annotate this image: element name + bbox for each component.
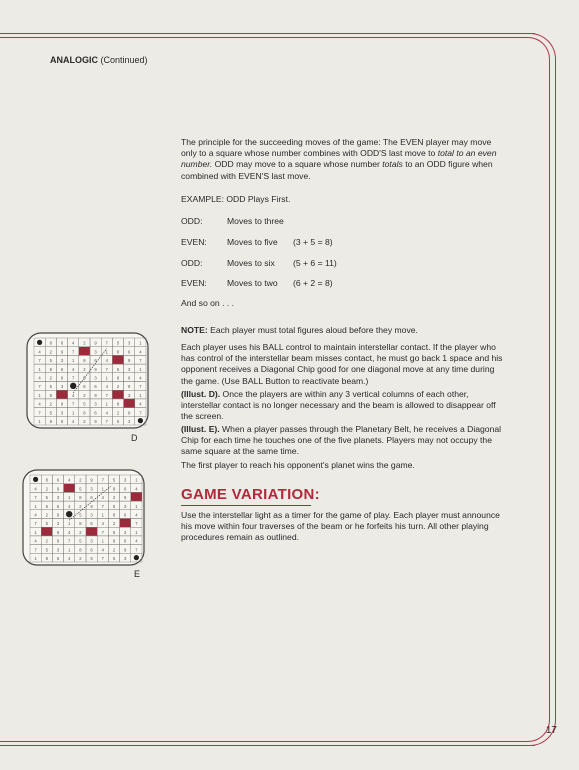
cell-number: 9 (56, 538, 60, 544)
cell-number: 2 (45, 486, 48, 492)
section-header (50, 55, 148, 65)
cell-number: 4 (68, 529, 71, 535)
cell-number: 8 (49, 366, 52, 372)
cell-number: 8 (79, 495, 82, 501)
cell-number: 8 (45, 503, 48, 509)
cell-number: 8 (112, 486, 116, 492)
cell-number: 6 (128, 375, 131, 381)
intro-emphasis-1: total to an even number. (181, 148, 497, 170)
cell-number: 8 (79, 521, 82, 527)
cell-number: 7 (105, 392, 108, 398)
cell-number: 7 (72, 349, 75, 355)
cell-number: 3 (94, 349, 97, 355)
cell-number: 3 (60, 384, 64, 390)
frame-bottom-line (0, 745, 535, 746)
intro-text-2: ODD may move to a square whose number (212, 159, 383, 170)
cell-number: 1 (101, 486, 104, 492)
note-text: Each player must total figures aloud before they move. (207, 325, 418, 335)
cell-number: 7 (139, 358, 142, 364)
cell-number: 2 (112, 547, 116, 553)
variation-heading (181, 486, 320, 503)
cell-number: 7 (72, 401, 75, 407)
cell-number: 2 (79, 556, 82, 561)
and-so-on: And so on . . . (181, 298, 235, 308)
cell-number: 5 (112, 503, 116, 509)
cell-number: 4 (38, 401, 41, 407)
cell-number: 2 (49, 349, 52, 355)
cell-number: 5 (116, 366, 120, 372)
cell-number: 7 (34, 495, 37, 501)
cell-number: 2 (45, 512, 48, 518)
illust-e-text: When a player passes through the Planetary Belt, he receives a Diagonal Chip for each time he touches one of the five planets. Players may not occupy the same square at the same time. (181, 424, 502, 457)
cell-number: 3 (60, 358, 64, 364)
cell-number: 1 (105, 349, 108, 355)
ball-icon (66, 511, 72, 517)
cell-number: 4 (139, 401, 142, 407)
cell-number: 1 (38, 419, 41, 424)
move-player: EVEN: (181, 278, 207, 288)
frame-top-line (0, 33, 535, 34)
cell-number: 2 (83, 340, 86, 346)
cell-number: 3 (90, 486, 93, 492)
cell-number: 4 (135, 486, 138, 492)
board-cell (64, 484, 75, 493)
intro-emphasis-2: totals (382, 159, 403, 170)
cell-number: 1 (139, 340, 142, 346)
cell-number: 4 (38, 375, 41, 381)
cell-number: 4 (72, 419, 75, 424)
cell-number: 6 (60, 419, 64, 424)
cell-number: 6 (60, 340, 64, 346)
cell-number: 1 (34, 556, 37, 561)
cell-number: 7 (139, 410, 142, 416)
cell-number: 7 (101, 529, 104, 535)
example-title: EXAMPLE: ODD Plays First. (181, 194, 291, 204)
cell-number: 1 (101, 538, 104, 544)
cell-number: 4 (139, 349, 142, 355)
cell-number: 2 (116, 384, 120, 390)
cell-number: 6 (94, 358, 97, 364)
frame-right-line (555, 70, 556, 710)
ball-icon (70, 383, 76, 389)
cell-number: 1 (72, 410, 75, 416)
cell-number: 5 (112, 477, 116, 483)
variation-heading-underline (181, 505, 311, 506)
board-cell (112, 390, 123, 399)
cell-number: 6 (90, 495, 93, 501)
planet-icon (138, 418, 143, 423)
cell-number: 2 (116, 410, 120, 416)
board-cell (79, 347, 90, 356)
cell-number: 4 (101, 547, 104, 553)
cell-number: 7 (68, 538, 71, 544)
cell-number: 2 (49, 375, 52, 381)
cell-number: 1 (101, 512, 104, 518)
page-number: 17 (545, 725, 557, 736)
cell-number: 9 (124, 547, 127, 553)
cell-number: 3 (128, 419, 131, 424)
cell-number: 6 (94, 410, 97, 416)
cell-number: 4 (68, 503, 71, 509)
cell-number: 6 (90, 547, 93, 553)
cell-number: 3 (56, 547, 60, 553)
cell-number: 5 (79, 538, 82, 544)
cell-number: 4 (101, 495, 104, 501)
cell-number: 4 (135, 512, 138, 518)
board-cell (112, 355, 123, 364)
cell-number: 4 (105, 358, 108, 364)
cell-number: 9 (128, 358, 131, 364)
cell-number: 3 (56, 521, 60, 527)
cell-number: 2 (49, 401, 52, 407)
cell-number: 3 (128, 340, 131, 346)
cell-number: 3 (124, 477, 127, 483)
cell-number: 2 (79, 503, 82, 509)
move-description: Moves to five (227, 237, 278, 247)
cell-number: 6 (56, 503, 60, 509)
cell-number: 7 (135, 547, 138, 553)
cell-number: 5 (49, 358, 52, 364)
cell-number: 1 (38, 366, 41, 372)
cell-number: 3 (94, 401, 97, 407)
cell-number: 2 (112, 495, 116, 501)
section-title-suffix: (Continued) (98, 55, 148, 65)
cell-number: 1 (135, 477, 138, 483)
cell-number: 6 (124, 538, 127, 544)
cell-number: 1 (34, 529, 37, 535)
cell-number: 8 (112, 512, 116, 518)
cell-number: 1 (105, 375, 108, 381)
board-cell (131, 492, 142, 501)
cell-number: 8 (116, 349, 120, 355)
move-calculation: (3 + 5 = 8) (293, 237, 333, 247)
cell-number: 3 (124, 556, 127, 561)
illust-e-label: (Illust. E). (181, 424, 220, 434)
cell-number: 9 (90, 503, 93, 509)
cell-number: 4 (38, 349, 41, 355)
cell-number: 4 (72, 340, 75, 346)
note-paragraph (181, 325, 503, 336)
cell-number: 2 (83, 392, 86, 398)
cell-number: 3 (128, 392, 131, 398)
board-cell (124, 399, 135, 408)
cell-number: 3 (90, 512, 93, 518)
cell-number: 7 (135, 521, 138, 527)
frame-top-line-inner (0, 37, 527, 38)
cell-number: 1 (38, 392, 41, 398)
frame-right-line-inner (549, 72, 550, 712)
move-description: Moves to two (227, 278, 278, 288)
cell-number: 1 (139, 392, 142, 398)
cell-number: 5 (79, 486, 82, 492)
cell-number: 9 (94, 419, 97, 424)
cell-number: 3 (60, 410, 64, 416)
cell-number: 9 (56, 512, 60, 518)
variation-heading-text: GAME VARIATION: (181, 486, 320, 503)
cell-number: 6 (124, 512, 127, 518)
cell-number: 4 (68, 556, 71, 561)
cell-number: 2 (79, 477, 82, 483)
cell-number: 5 (79, 512, 82, 518)
cell-number: 8 (79, 547, 82, 553)
cell-number: 5 (45, 521, 48, 527)
cell-number: 3 (128, 366, 131, 372)
cell-number: 1 (139, 366, 142, 372)
cell-number: 6 (60, 366, 64, 372)
cell-number: 4 (105, 384, 108, 390)
cell-number: 1 (68, 495, 71, 501)
game-screen-illustration-e (22, 469, 145, 566)
cell-number: 7 (101, 503, 104, 509)
cell-number: 3 (90, 538, 93, 544)
cell-number: 7 (38, 358, 41, 364)
cell-number: 3 (124, 529, 127, 535)
cell-number: 7 (139, 384, 142, 390)
move-calculation: (6 + 2 = 8) (293, 278, 333, 288)
cell-number: 9 (94, 340, 97, 346)
cell-number: 9 (94, 366, 97, 372)
variation-paragraph: Use the interstellar light as a timer for the game of play. Each player must announce his move within four traverses of the beam or he forfeits his turn. All other playing procedures remain as outlined. (181, 510, 500, 543)
cell-number: 1 (34, 503, 37, 509)
cell-number: 8 (45, 477, 48, 483)
cell-number: 2 (79, 529, 82, 535)
cell-number: 9 (60, 349, 64, 355)
cell-number: 4 (101, 521, 104, 527)
move-description: Moves to three (227, 216, 284, 226)
cell-number: 5 (83, 401, 86, 407)
section-title: ANALOGIC (50, 55, 98, 65)
cell-number: 8 (112, 538, 116, 544)
cell-number: 5 (49, 384, 52, 390)
cell-number: 7 (38, 410, 41, 416)
move-description: Moves to six (227, 258, 275, 268)
cell-number: 3 (94, 375, 97, 381)
cell-number: 9 (128, 410, 131, 416)
board-cell (120, 519, 131, 528)
cell-number: 2 (83, 419, 86, 424)
illust-d-text: Once the players are within any 3 vertical columns of each other, interstellar contact is no longer necessary and the beam is allowed to disappear off the screen. (181, 389, 496, 422)
board-cell (41, 527, 52, 536)
cell-number: 6 (124, 486, 127, 492)
frame-bottom-line-inner (0, 741, 527, 742)
cell-number: 1 (68, 547, 71, 553)
cell-number: 7 (34, 547, 37, 553)
illustration-caption-e: E (134, 569, 141, 579)
board-cell (86, 527, 97, 536)
cell-number: 7 (105, 366, 108, 372)
cell-number: 8 (116, 375, 120, 381)
cell-number: 9 (128, 384, 131, 390)
move-calculation: (5 + 6 = 11) (293, 258, 337, 268)
cell-number: 4 (34, 486, 37, 492)
cell-number: 8 (49, 340, 52, 346)
cell-number: 7 (72, 375, 75, 381)
cell-number: 5 (112, 529, 116, 535)
cell-number: 5 (116, 340, 120, 346)
ball-paragraph: Each player uses his BALL control to maintain interstellar contact. If the player who has control of the interstellar beam misses contact, he must go back 1 space and his opponent receives a Diagonal Chip good for one diagonal move at any time during the game. (Use BALL Button to reactivate beam.) (181, 342, 503, 386)
cell-number: 6 (56, 556, 60, 561)
cell-number: 8 (83, 358, 86, 364)
cell-number: 5 (45, 547, 48, 553)
winner-paragraph: The first player to reach his opponent's planet wins the game. (181, 460, 415, 470)
illust-d-label: (Illust. D). (181, 389, 221, 399)
move-player: ODD: (181, 216, 203, 226)
intro-text-3: to an ODD figure when combined with EVEN'S last move. (181, 159, 493, 181)
board-cell (56, 390, 67, 399)
cell-number: 7 (101, 477, 104, 483)
cell-number: 7 (34, 521, 37, 527)
cell-number: 7 (105, 340, 108, 346)
cell-number: 6 (128, 349, 131, 355)
illust-d-paragraph (181, 389, 503, 423)
intro-text-1: The principle for the succeeding moves of the game: The EVEN player may move only to a square whose number combines with ODD'S last move to (181, 137, 492, 159)
cell-number: 4 (139, 375, 142, 381)
planet-icon (134, 555, 139, 560)
move-player: EVEN: (181, 237, 207, 247)
cell-number: 4 (105, 410, 108, 416)
cell-number: 9 (90, 556, 93, 561)
cell-number: 6 (94, 384, 97, 390)
cell-number: 7 (38, 384, 41, 390)
cell-number: 2 (45, 538, 48, 544)
cell-number: 5 (45, 495, 48, 501)
cell-number: 6 (90, 521, 93, 527)
move-player: ODD: (181, 258, 203, 268)
cell-number: 1 (72, 358, 75, 364)
cell-number: 9 (60, 401, 64, 407)
cell-number: 1 (105, 401, 108, 407)
cell-number: 8 (49, 419, 52, 424)
cell-number: 1 (135, 529, 138, 535)
cell-number: 4 (34, 538, 37, 544)
cell-number: 7 (105, 419, 108, 424)
planet-icon (33, 477, 38, 482)
cell-number: 8 (116, 401, 120, 407)
cell-number: 4 (34, 512, 37, 518)
cell-number: 6 (56, 477, 60, 483)
game-screen-illustration-d (26, 332, 149, 429)
note-label: NOTE: (181, 325, 208, 335)
cell-number: 2 (83, 366, 86, 372)
cell-number: 7 (101, 556, 104, 561)
cell-number: 2 (112, 521, 116, 527)
cell-number: 3 (124, 503, 127, 509)
cell-number: 9 (56, 486, 60, 492)
cell-number: 5 (49, 410, 52, 416)
illust-e-paragraph (181, 424, 503, 458)
cell-number: 5 (116, 419, 120, 424)
cell-number: 9 (94, 392, 97, 398)
cell-number: 9 (60, 375, 64, 381)
cell-number: 6 (56, 529, 60, 535)
cell-number: 9 (90, 477, 93, 483)
intro-paragraph (181, 137, 503, 182)
cell-number: 4 (135, 538, 138, 544)
cell-number: 8 (83, 384, 86, 390)
cell-number: 5 (112, 556, 116, 561)
cell-number: 1 (68, 521, 71, 527)
cell-number: 8 (83, 410, 86, 416)
illustration-caption-d: D (131, 433, 138, 443)
cell-number: 5 (83, 375, 86, 381)
cell-number: 4 (72, 392, 75, 398)
cell-number: 3 (56, 495, 60, 501)
cell-number: 8 (45, 556, 48, 561)
cell-number: 1 (135, 503, 138, 509)
cell-number: 9 (124, 495, 127, 501)
planet-icon (37, 340, 42, 345)
cell-number: 4 (68, 477, 71, 483)
cell-number: 4 (72, 366, 75, 372)
cell-number: 8 (49, 392, 52, 398)
